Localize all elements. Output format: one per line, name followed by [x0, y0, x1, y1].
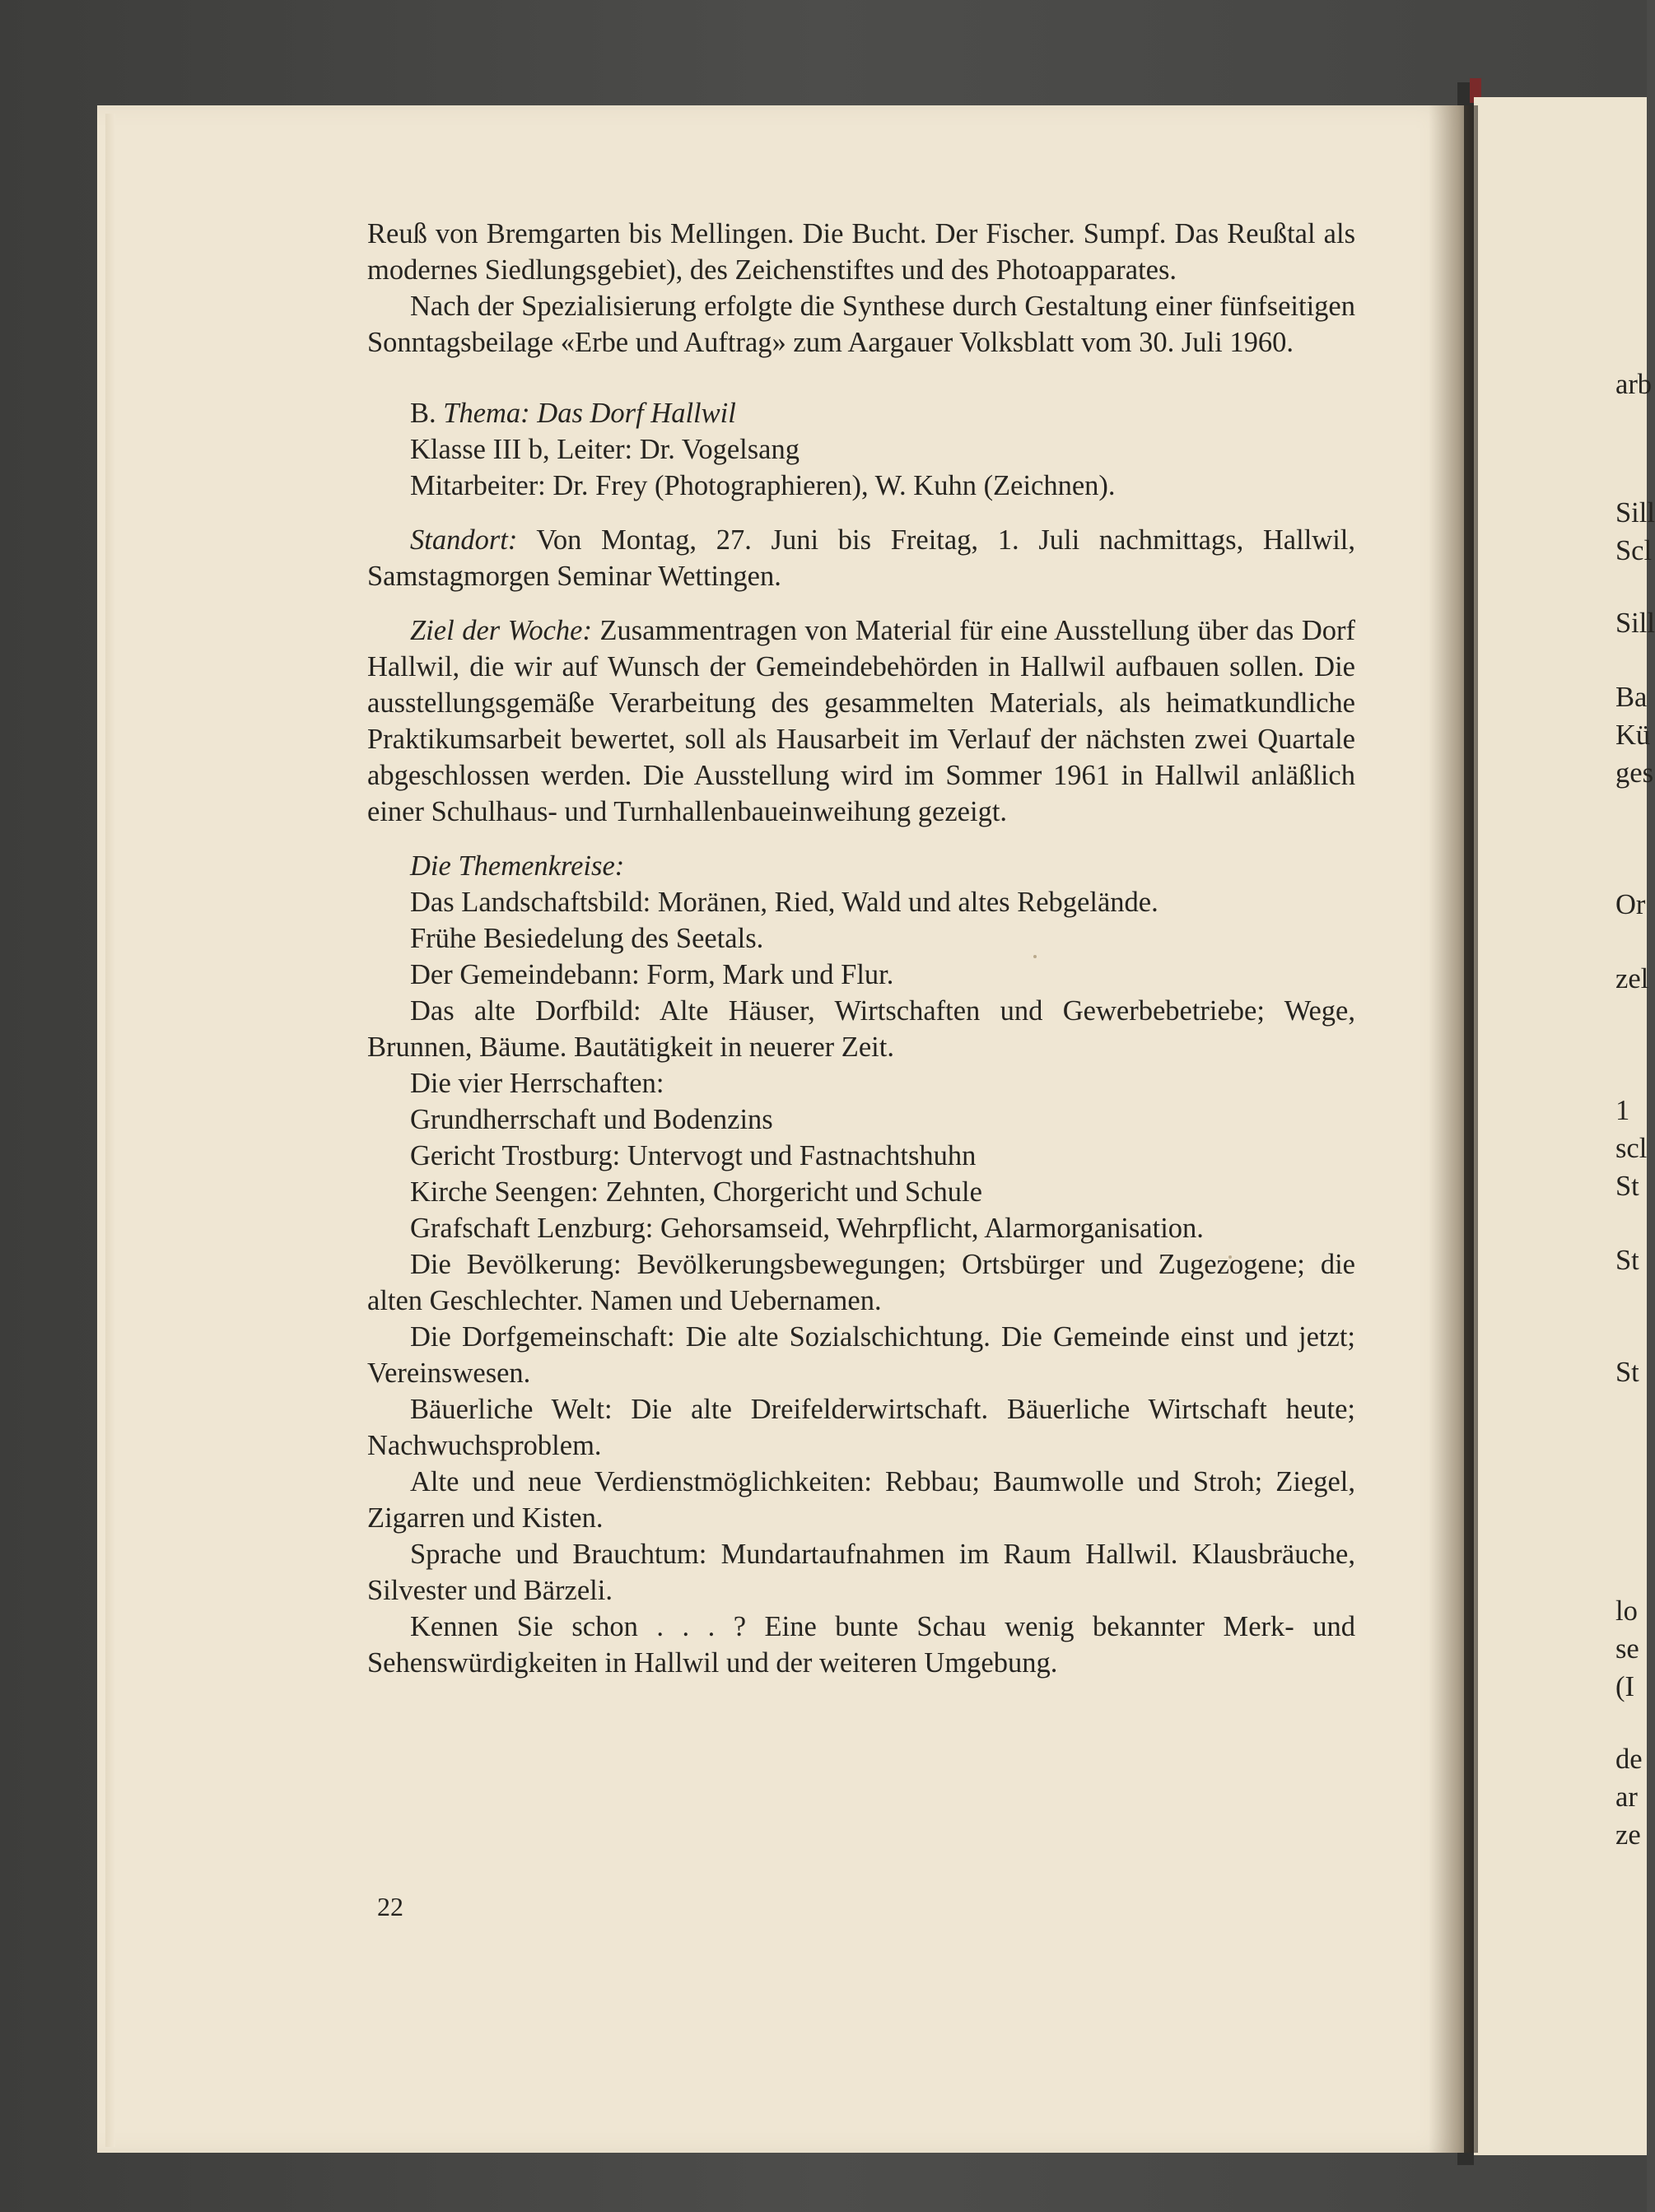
section-b-class: Klasse III b, Leiter: Dr. Vogelsang [410, 434, 800, 465]
list-item: Alte und neue Verdienstmöglichkeiten: Rebbau; Baumwolle und Stroh; Ziegel, Zigarren und Kisten. [367, 1466, 1355, 1534]
page-edge [105, 114, 115, 2147]
facing-fragment: Ba [1615, 682, 1648, 713]
section-b-prefix: B. [410, 398, 444, 429]
themenkreise-heading: Die Themenkreise: [410, 850, 625, 882]
ziel-text: Zusammentragen von Material für eine Ausstellung über das Dorf Hallwil, die wir auf Wunsch der Gemeindebehörden in Hallwil aufbauen sollen. Die ausstellungsgemäße Verarbeitung des gesammelten Materials, als heimatkundliche Praktikumsarbeit bewertet, soll als Hausarbeit im Verlauf der nächsten zwei Quartale abgeschlossen werden. Die Ausstellung wird im Sommer 1961 in Hallwil anläßlich einer Schulhaus- und Turnhallenbaueinweihung gezeigt. [367, 615, 1355, 827]
list-item: Die vier Herrschaften: [410, 1068, 664, 1099]
section-b-theme: Thema: Das Dorf Hallwil [443, 398, 736, 429]
facing-fragment: de [1615, 1744, 1643, 1775]
paragraph-synthese: Nach der Spezialisierung erfolgte die Synthese durch Gestaltung einer fünfseitigen Sonntagsbeilage «Erbe und Auftrag» zum Aargauer Volksblatt vom 30. Juli 1960. [367, 291, 1355, 358]
paragraph-standort [367, 522, 1355, 594]
facing-fragment: 1 [1615, 1095, 1630, 1126]
list-item: Frühe Besiedelung des Seetals. [410, 923, 764, 954]
list-item: Sprache und Brauchtum: Mundartaufnahmen im Raum Hallwil. Klausbräuche, Silvester und Bärzeli. [367, 1539, 1355, 1606]
facing-fragment: Kü [1615, 719, 1651, 751]
page-text [367, 216, 1355, 1681]
paragraph-reuss: Reuß von Bremgarten bis Mellingen. Die Bucht. Der Fischer. Sumpf. Das Reußtal als modernes Siedlungsgebiet), des Zeichenstiftes und des Photoapparates. [367, 218, 1355, 286]
facing-fragment: St [1615, 1357, 1639, 1388]
facing-fragment: scl [1615, 1133, 1648, 1164]
facing-page-text [1615, 0, 1655, 2212]
facing-fragment: arb [1615, 369, 1653, 400]
facing-fragment: Scl [1615, 535, 1653, 566]
ziel-label: Ziel der Woche: [410, 615, 592, 646]
list-item: Die Dorfgemeinschaft: Die alte Sozialschichtung. Die Gemeinde einst und jetzt; Vereinswesen. [367, 1321, 1355, 1389]
list-item: Kennen Sie schon . . . ? Eine bunte Schau wenig bekannter Merk- und Sehenswürdigkeiten in Hallwil und der weiteren Umgebung. [367, 1611, 1355, 1679]
list-item: Das alte Dorfbild: Alte Häuser, Wirtschaften und Gewerbebetriebe; Wege, Brunnen, Bäume. Bautätigkeit in neuerer Zeit. [367, 995, 1355, 1063]
facing-fragment: St [1615, 1245, 1639, 1276]
facing-fragment: Or [1615, 889, 1646, 920]
facing-fragment: zel [1615, 963, 1649, 994]
facing-fragment: ze [1615, 1819, 1641, 1851]
page-number: 22 [377, 1892, 403, 1921]
list-item: Die Bevölkerung: Bevölkerungsbewegungen; Ortsbürger und Zugezogene; die alten Geschlechter. Namen und Uebernamen. [367, 1249, 1355, 1316]
facing-fragment: lo [1615, 1595, 1638, 1627]
facing-fragment: ges [1615, 757, 1653, 789]
list-item: Der Gemeindebann: Form, Mark und Flur. [410, 959, 894, 990]
facing-fragment: (I [1615, 1671, 1634, 1702]
list-item: Grafschaft Lenzburg: Gehorsamseid, Wehrpflicht, Alarmorganisation. [410, 1213, 1204, 1244]
paragraph-ziel [367, 612, 1355, 830]
list-item: Gericht Trostburg: Untervogt und Fastnachtshuhn [410, 1140, 977, 1171]
facing-fragment: St [1615, 1171, 1639, 1202]
list-item: Grundherrschaft und Bodenzins [410, 1104, 773, 1135]
standort-text: Von Montag, 27. Juni bis Freitag, 1. Juli nachmittags, Hallwil, Samstagmorgen Seminar Wettingen. [367, 524, 1355, 592]
page-gutter [1429, 105, 1478, 2153]
facing-fragment: ar [1615, 1781, 1638, 1813]
list-item: Bäuerliche Welt: Die alte Dreifelderwirtschaft. Bäuerliche Wirtschaft heute; Nachwuchsproblem. [367, 1394, 1355, 1461]
section-b-staff: Mitarbeiter: Dr. Frey (Photographieren), W. Kuhn (Zeichnen). [410, 470, 1116, 501]
standort-label: Standort: [410, 524, 518, 556]
list-item: Das Landschaftsbild: Moränen, Ried, Wald und altes Rebgelände. [410, 887, 1158, 918]
facing-fragment: Sill [1615, 608, 1655, 639]
list-item: Kirche Seengen: Zehnten, Chorgericht und Schule [410, 1176, 982, 1208]
facing-fragment: Sill [1615, 497, 1655, 529]
section-b-title [367, 395, 1355, 431]
facing-fragment: se [1615, 1633, 1639, 1665]
